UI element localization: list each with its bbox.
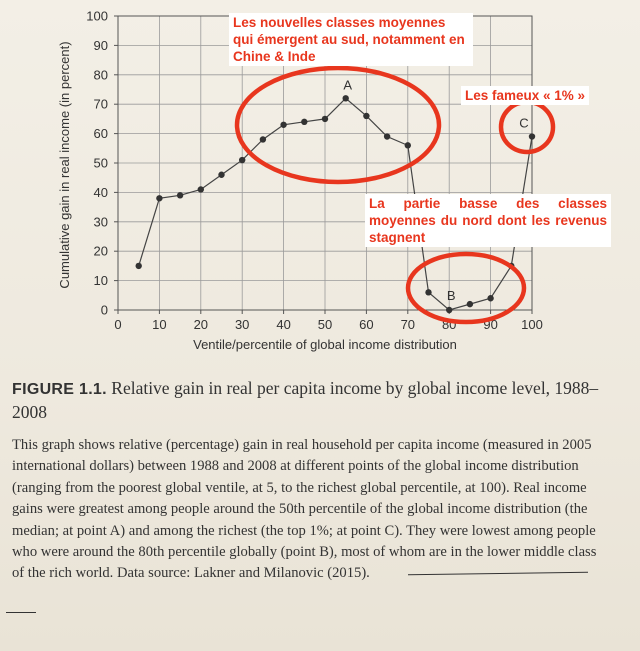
y-tick-label: 20 <box>93 243 108 259</box>
data-point <box>218 172 224 178</box>
data-point <box>467 301 473 307</box>
x-tick-label: 70 <box>400 317 416 332</box>
data-point <box>425 289 431 295</box>
x-tick-label: 90 <box>483 317 498 332</box>
data-point <box>446 307 452 313</box>
x-tick-label: 20 <box>193 317 209 332</box>
data-point <box>322 116 328 122</box>
x-tick-label: 100 <box>521 317 543 332</box>
data-point <box>198 186 204 192</box>
data-point <box>384 133 390 139</box>
data-point <box>487 295 493 301</box>
pen-underline-continued <box>6 612 36 613</box>
data-point <box>363 113 369 119</box>
point-label-b: B <box>446 288 456 303</box>
figure-number: FIGURE 1.1. <box>12 381 107 398</box>
y-tick-label: 50 <box>93 155 108 171</box>
x-tick-label: 30 <box>234 317 250 332</box>
annotation-lower-middle-north: La partie basse des classes moyennes du nord dont les revenus stagnent <box>365 194 611 247</box>
data-point <box>156 195 162 201</box>
y-tick-label: 0 <box>100 302 108 318</box>
y-tick-label: 10 <box>93 273 108 289</box>
y-tick-label: 60 <box>93 126 108 142</box>
data-point <box>260 136 266 142</box>
x-axis-label: Ventile/percentile of global income distribution <box>193 337 457 352</box>
y-tick-label: 80 <box>93 67 108 83</box>
x-tick-label: 0 <box>114 317 122 332</box>
x-tick-label: 10 <box>152 317 167 332</box>
y-tick-label: 30 <box>93 214 108 230</box>
data-point <box>239 157 245 163</box>
x-tick-label: 40 <box>276 317 291 332</box>
x-tick-label: 50 <box>317 317 333 332</box>
x-tick-label: 60 <box>359 317 374 332</box>
data-point <box>280 122 286 128</box>
data-point <box>177 192 183 198</box>
x-tick-label: 80 <box>441 317 457 332</box>
point-label-a: A <box>343 77 353 93</box>
y-axis-label: Cumulative gain in real income (in percent) <box>57 41 72 289</box>
y-tick-label: 40 <box>93 184 108 200</box>
annotation-middle-classes-south: Les nouvelles classes moyennes qui émergent au sud, notamment en Chine & Inde <box>229 13 473 66</box>
y-tick-label: 70 <box>93 96 108 112</box>
figure-title <box>12 377 612 423</box>
figure-title-text: Relative gain in real per capita income by global income level, 1988–2008 <box>12 378 599 422</box>
y-tick-label: 90 <box>93 37 108 53</box>
data-point <box>529 133 535 139</box>
figure-caption <box>12 377 612 585</box>
data-point <box>136 263 142 269</box>
data-point <box>405 142 411 148</box>
point-label-c: C <box>519 115 529 131</box>
y-tick-label: 100 <box>86 8 108 24</box>
data-point <box>343 95 349 101</box>
figure-description: This graph shows relative (percentage) gain in real household per capita income (measured in 2005 international dollars) between 1988 and 2008 at different points of the global income distribution (ranging from the poorest global ventile, at 5, to the richest global percentile, at 100). Real income gains were greatest among people around the 50th percentile of the global income distribution (the median; at point A) and among the richest (the top 1%; at point C). They were lowest among people who were around the 80th percentile globally (point B), most of whom are in the lower middle class of the rich world. Data source: Lakner and Milanovic (2015). <box>12 437 597 582</box>
data-point <box>301 119 307 125</box>
highlight-ellipse-a <box>237 68 439 182</box>
annotation-top-one-percent: Les fameux « 1% » <box>461 86 589 105</box>
highlight-ellipse-b <box>408 254 524 322</box>
